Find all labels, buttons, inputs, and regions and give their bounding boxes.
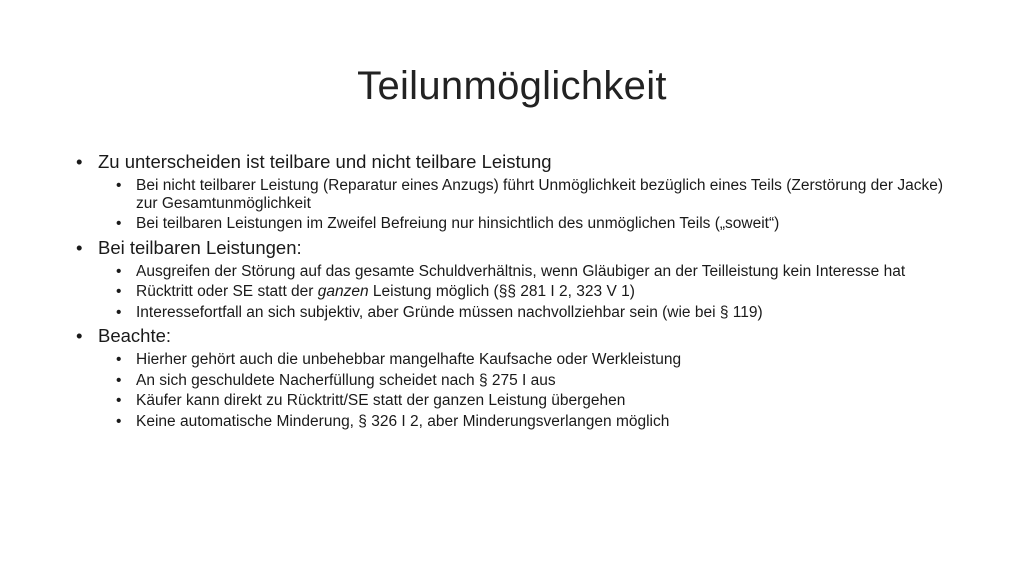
bullet-icon: • [116, 262, 122, 280]
sub-bullet-item [74, 215, 954, 233]
sub-bullet-text: Bei teilbaren Leistungen im Zweifel Befreiung nur hinsichtlich des unmöglichen Teils („soweit“) [136, 215, 780, 232]
sub-bullet-text: Bei nicht teilbarer Leistung (Reparatur eines Anzugs) führt Unmöglichkeit bezüglich eines Teils (Zerstörung der Jacke) zur Gesamtunmöglichkeit [136, 177, 943, 212]
sub-bullet-text: Interessefortfall an sich subjektiv, aber Gründe müssen nachvollziehbar sein (wie bei § 119) [136, 303, 763, 321]
sub-bullet-item [74, 177, 954, 212]
bullet-text: Bei teilbaren Leistungen: [98, 236, 302, 258]
sub-bullet-item [74, 413, 954, 431]
bullet-icon: • [76, 325, 83, 346]
sub-bullet-text: An sich geschuldete Nacherfüllung scheidet nach § 275 I aus [136, 371, 556, 389]
bullet-icon: • [76, 236, 83, 258]
bullet-icon: • [116, 412, 122, 430]
sub-bullet-item [74, 351, 954, 369]
bullet-icon: • [116, 177, 122, 194]
sub-bullet-item [74, 392, 954, 410]
sub-bullet-text-before: Rücktritt oder SE statt der [136, 283, 318, 300]
bullet-item [74, 236, 954, 260]
sub-bullet-text [136, 283, 635, 300]
bullet-icon: • [116, 371, 122, 389]
sub-bullet-text: Ausgreifen der Störung auf das gesamte Schuldverhältnis, wenn Gläubiger an der Teilleistung kein Interesse hat [136, 262, 906, 280]
sub-bullet-list [74, 263, 954, 322]
emphasized-word: ganzen [317, 283, 369, 300]
bullet-icon: • [116, 351, 122, 368]
bullet-text: Beachte: [98, 325, 172, 346]
sub-bullet-item [74, 263, 954, 281]
bullet-icon: • [76, 151, 83, 172]
sub-bullet-list [74, 351, 954, 430]
sub-bullet-text: Käufer kann direkt zu Rücktritt/SE statt der ganzen Leistung übergehen [136, 392, 626, 409]
sub-bullet-text: Keine automatische Minderung, § 326 I 2, aber Minderungsverlangen möglich [136, 412, 670, 430]
slide-title: Teilunmöglichkeit [357, 64, 667, 108]
bullet-item [74, 150, 954, 174]
bullet-item [74, 324, 954, 348]
sub-bullet-item [74, 304, 954, 322]
slide-body [74, 150, 954, 433]
sub-bullet-list [74, 177, 954, 233]
sub-bullet-item [74, 283, 954, 301]
bullet-icon: • [116, 392, 122, 409]
bullet-icon: • [116, 303, 122, 321]
bullet-text: Zu unterscheiden ist teilbare und nicht teilbare Leistung [98, 151, 552, 172]
bullet-icon: • [116, 283, 122, 300]
sub-bullet-text-after: Leistung möglich (§§ 281 I 2, 323 V 1) [368, 283, 635, 300]
sub-bullet-item [74, 372, 954, 390]
bullet-icon: • [116, 215, 122, 232]
sub-bullet-text: Hierher gehört auch die unbehebbar mangelhafte Kaufsache oder Werkleistung [136, 351, 682, 368]
